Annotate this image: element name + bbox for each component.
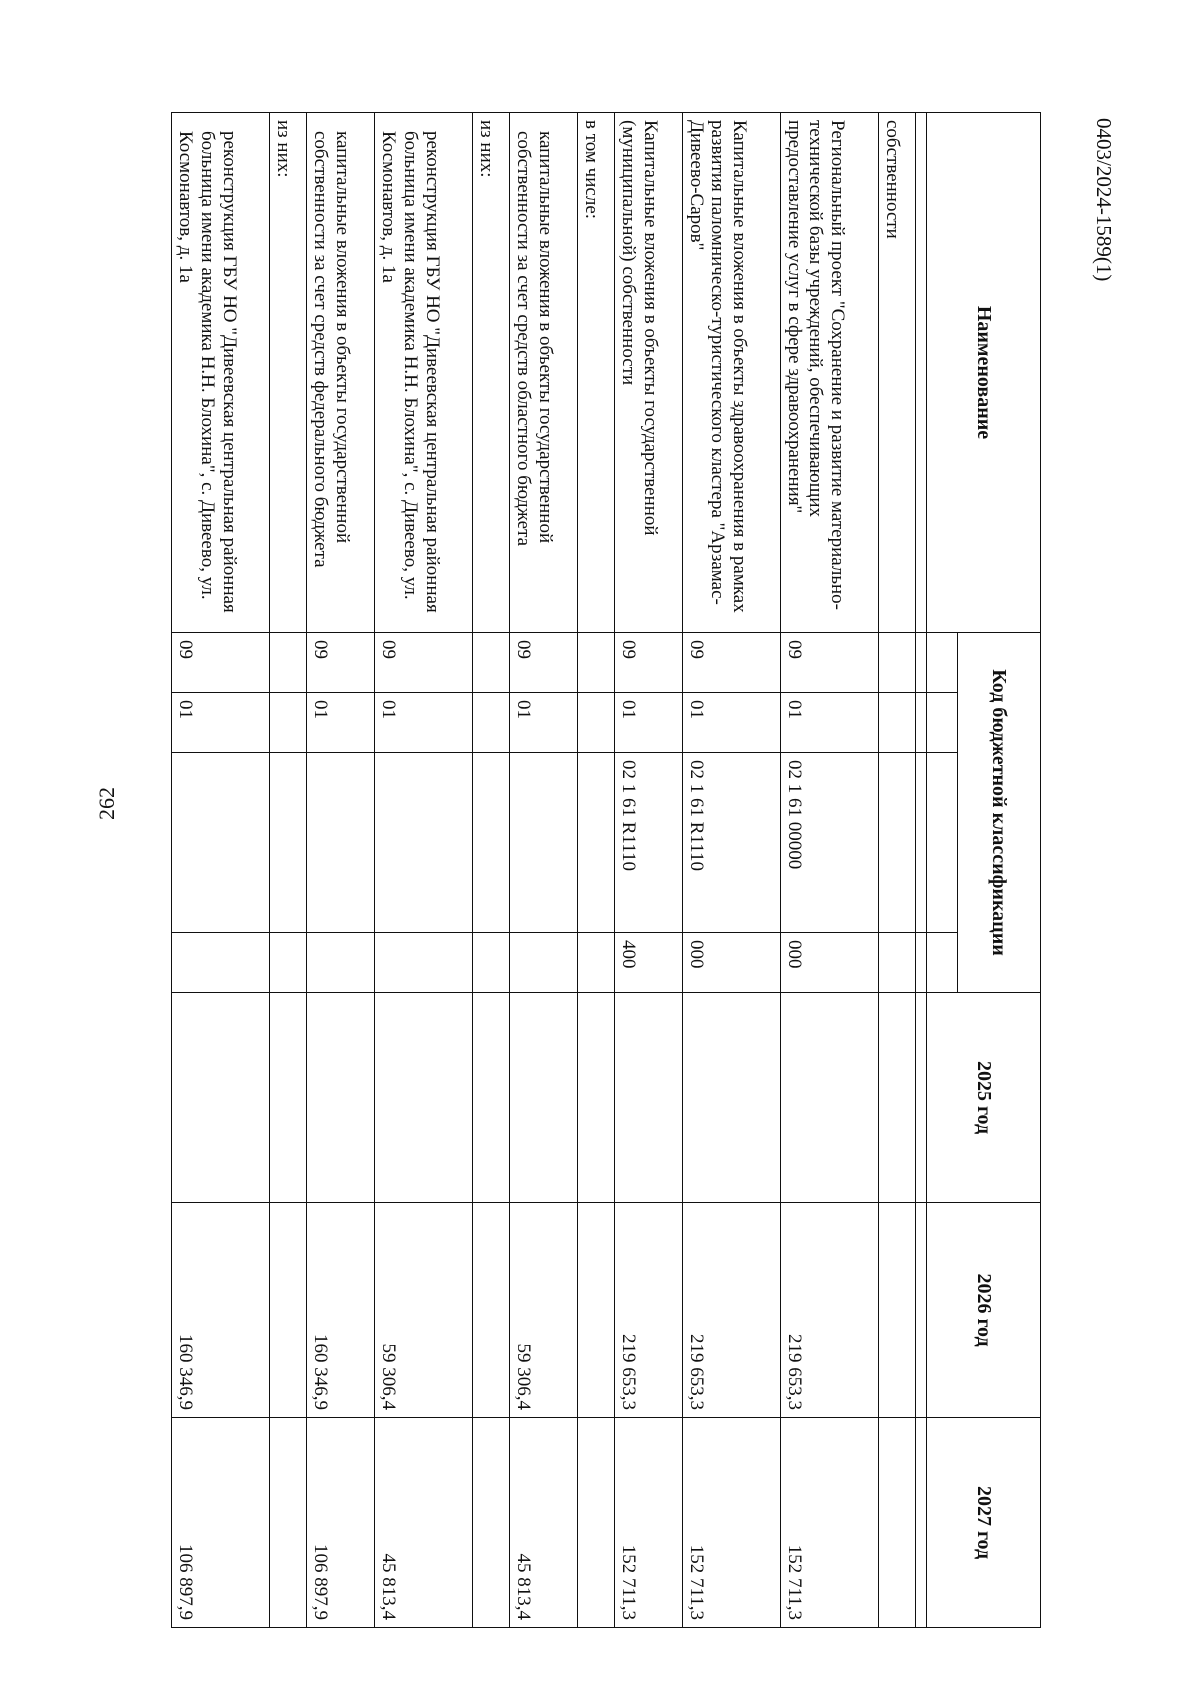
row-expense-type [270,933,307,993]
row-2027 [878,1418,915,1628]
table-row [375,113,473,1628]
table-row [172,113,270,1628]
row-2027: 45 813,4 [510,1418,578,1628]
row-2025 [780,993,878,1203]
row-section: 09 [615,633,683,693]
header-code-section [927,633,958,693]
row-name: реконструкция ГБУ НО "Дивеевская центральная районная больница имени академика Н.Н. Блохина", с. Дивеево, ул. Космонавтов, д. 1а [375,113,473,633]
row-2025 [172,993,270,1203]
row-article [472,753,509,933]
row-2027 [472,1418,509,1628]
row-subsection [878,693,915,753]
row-section: 09 [510,633,578,693]
row-expense-type [510,933,578,993]
row-2027: 152 711,3 [682,1418,780,1628]
row-section [878,633,915,693]
row-section [472,633,509,693]
row-article [878,753,915,933]
budget-table-container [171,112,1041,1627]
row-section [577,633,614,693]
row-2025 [307,993,375,1203]
table-header-row [958,113,1041,1628]
document-code: 0403/2024-1589(1) [1092,118,1116,282]
row-section: 09 [375,633,473,693]
header-2027: 2027 год [927,1418,1041,1628]
row-article [172,753,270,933]
row-2025 [878,993,915,1203]
row-article: 02 1 61 R1110 [682,753,780,933]
row-subsection [270,693,307,753]
row-subsection [472,693,509,753]
header-code-article [927,753,958,933]
row-2026 [270,1203,307,1418]
table-row [682,113,780,1628]
row-article [577,753,614,933]
row-subsection: 01 [172,693,270,753]
row-2025 [375,993,473,1203]
row-expense-type [577,933,614,993]
header-name: Наименование [927,113,1041,633]
row-2025 [472,993,509,1203]
table-row [878,113,915,1628]
row-2026: 219 653,3 [682,1203,780,1418]
row-2026: 160 346,9 [307,1203,375,1418]
row-name: капитальные вложения в объекты государственной собственности за счет средств федерального бюджета [307,113,375,633]
row-article: 02 1 61 00000 [780,753,878,933]
row-section: 09 [780,633,878,693]
row-name: Региональный проект "Сохранение и развитие материально-технической базы учреждений, обеспечивающих предоставление услуг в сфере здравоохранения" [780,113,878,633]
row-name: капитальные вложения в объекты государственной собственности за счет средств областного бюджета [510,113,578,633]
row-expense-type: 400 [615,933,683,993]
row-2027: 45 813,4 [375,1418,473,1628]
row-section: 09 [307,633,375,693]
row-subsection: 01 [615,693,683,753]
row-expense-type [172,933,270,993]
table-row [270,113,307,1628]
row-name: из них: [270,113,307,633]
row-expense-type [878,933,915,993]
row-section: 09 [682,633,780,693]
row-section: 09 [172,633,270,693]
row-expense-type [375,933,473,993]
row-2025 [577,993,614,1203]
table-spacer-row [916,113,927,1628]
row-expense-type: 000 [780,933,878,993]
row-2025 [615,993,683,1203]
table-row [307,113,375,1628]
row-2026: 160 346,9 [172,1203,270,1418]
row-2027: 152 711,3 [615,1418,683,1628]
table-row [510,113,578,1628]
row-2026: 219 653,3 [780,1203,878,1418]
row-article [307,753,375,933]
row-2025 [682,993,780,1203]
table-row [615,113,683,1628]
row-section [270,633,307,693]
budget-table [171,112,1041,1628]
row-article [510,753,578,933]
row-subsection: 01 [682,693,780,753]
row-article [270,753,307,933]
row-article: 02 1 61 R1110 [615,753,683,933]
row-2025 [270,993,307,1203]
table-row [780,113,878,1628]
header-code: Код бюджетной классификации [958,633,1041,993]
row-2027: 152 711,3 [780,1418,878,1628]
row-expense-type: 000 [682,933,780,993]
header-2026: 2026 год [927,1203,1041,1418]
row-2027 [577,1418,614,1628]
row-expense-type [307,933,375,993]
page-number: 262 [94,787,119,820]
row-name: в том числе: [577,113,614,633]
row-2026 [472,1203,509,1418]
table-row [577,113,614,1628]
row-name: собственности [878,113,915,633]
row-name: реконструкция ГБУ НО "Дивеевская центральная районная больница имени академика Н.Н. Блохина", с. Дивеево, ул. Космонавтов, д. 1а [172,113,270,633]
header-2025: 2025 год [927,993,1041,1203]
row-subsection: 01 [375,693,473,753]
row-subsection: 01 [510,693,578,753]
row-2026: 59 306,4 [510,1203,578,1418]
table-row [472,113,509,1628]
row-expense-type [472,933,509,993]
row-subsection: 01 [780,693,878,753]
row-2026: 219 653,3 [615,1203,683,1418]
row-name: Капитальные вложения в объекты здравоохранения в рамках развития паломническо-туристического кластера "Арзамас-Дивеево-Саров" [682,113,780,633]
row-2027: 106 897,9 [307,1418,375,1628]
row-2027: 106 897,9 [172,1418,270,1628]
row-2027 [270,1418,307,1628]
row-2026 [577,1203,614,1418]
row-subsection: 01 [307,693,375,753]
header-code-expense-type [927,933,958,993]
row-2026 [878,1203,915,1418]
row-name: из них: [472,113,509,633]
header-code-subsection [927,693,958,753]
row-2025 [510,993,578,1203]
row-name: Капитальные вложения в объекты государственной (муниципальной) собственности [615,113,683,633]
row-2026: 59 306,4 [375,1203,473,1418]
row-subsection [577,693,614,753]
row-article [375,753,473,933]
